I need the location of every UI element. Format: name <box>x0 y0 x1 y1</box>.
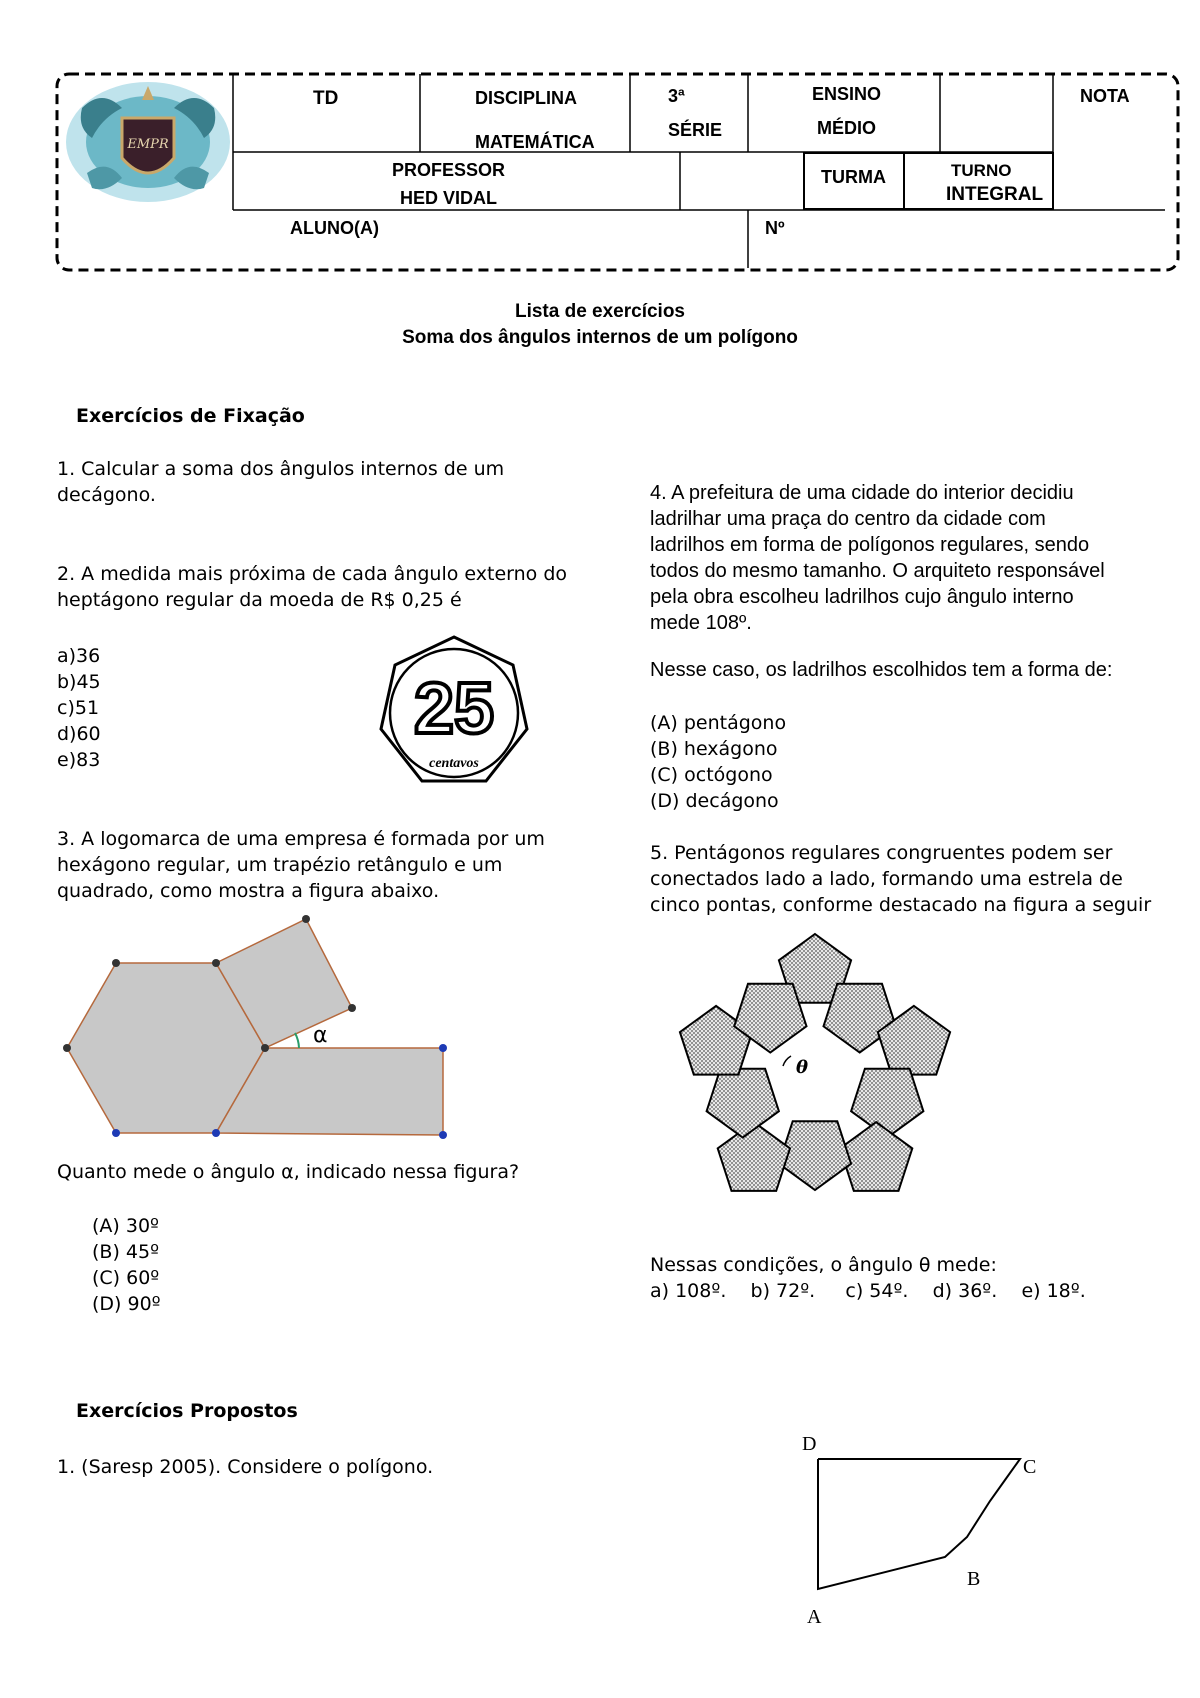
option-c: c)51 <box>57 697 100 719</box>
disciplina-value: MATEMÁTICA <box>475 132 595 152</box>
professor-label: PROFESSOR <box>392 160 506 180</box>
turma-label: TURMA <box>821 167 886 187</box>
serie-number: 3ª <box>668 86 685 106</box>
page-title: Lista de exercícios <box>514 301 686 322</box>
option-a: a)36 <box>57 645 101 667</box>
option-a: (A) 30º <box>92 1215 159 1237</box>
disciplina-label: DISCIPLINA <box>475 88 578 108</box>
option-c: (C) 60º <box>92 1267 160 1289</box>
question-2-line: heptágono regular da moeda de R$ 0,25 é <box>57 589 462 611</box>
question-1-line: 1. Calcular a soma dos ângulos internos de um <box>57 458 505 480</box>
ensino-value: MÉDIO <box>817 118 877 138</box>
question-5-line: cinco pontas, conforme destacado na figura a seguir <box>650 894 1152 916</box>
option-e: e)83 <box>57 749 101 771</box>
option-d: d)60 <box>57 723 101 745</box>
question-4-options <box>650 710 786 814</box>
polygon-abcd-figure <box>795 1425 1055 1630</box>
question-5-line: 5. Pentágonos regulares congruentes podem ser <box>650 842 1113 864</box>
question-3-options <box>92 1213 161 1317</box>
question-1-line: decágono. <box>57 484 156 506</box>
option-b: b)45 <box>57 671 101 693</box>
td-label: TD <box>313 88 339 109</box>
theta-label: θ <box>796 1057 809 1078</box>
pentagon-star-figure <box>665 928 965 1218</box>
question-4-line: todos do mesmo tamanho. O arquiteto responsável <box>650 560 1105 582</box>
section-heading-fixacao: Exercícios de Fixação <box>76 405 305 427</box>
pentagon-tile <box>707 1069 779 1138</box>
coin-figure <box>374 633 534 791</box>
turno-value: INTEGRAL <box>946 184 1044 205</box>
vertex-d-label: D <box>802 1433 817 1455</box>
question-4-line: ladrilhos em forma de polígonos regulares, sendo <box>650 534 1090 556</box>
question-4 <box>650 480 1105 636</box>
question-4-line: 4. A prefeitura de uma cidade do interior decidiu <box>650 482 1074 504</box>
ensino-label: ENSINO <box>812 84 882 104</box>
question-4-line: ladrilhar uma praça do centro da cidade com <box>650 508 1046 530</box>
proposto-question-1: 1. (Saresp 2005). Considere o polígono. <box>57 1456 434 1478</box>
question-1 <box>57 456 504 508</box>
question-2-line: 2. A medida mais próxima de cada ângulo externo do <box>57 563 568 585</box>
logo-figure <box>55 905 465 1145</box>
question-3-line: quadrado, como mostra a figura abaixo. <box>57 880 440 902</box>
vertex-c-label: C <box>1023 1456 1037 1478</box>
option-d: (D) 90º <box>92 1293 161 1315</box>
question-5 <box>650 840 1151 918</box>
school-logo <box>62 78 234 206</box>
question-5-line: conectados lado a lado, formando uma estrela de <box>650 868 1123 890</box>
option-c: (C) octógono <box>650 764 773 786</box>
pentagon-tiles <box>680 934 950 1191</box>
nota-label: NOTA <box>1080 86 1130 106</box>
numero-label: Nº <box>765 218 785 238</box>
pentagon-tile <box>840 1122 912 1191</box>
page-subtitle: Soma dos ângulos internos de um polígono <box>402 327 798 348</box>
professor-value: HED VIDAL <box>400 188 498 208</box>
question-2-options <box>57 643 101 773</box>
question-4-prompt: Nesse caso, os ladrilhos escolhidos tem a forma de: <box>650 659 1113 681</box>
logo-text: EMPR <box>127 137 169 152</box>
pentagon-tile <box>851 1069 923 1138</box>
question-5-options: a) 108º. b) 72º. c) 54º. d) 36º. e) 18º. <box>650 1280 1086 1302</box>
coin-word: centavos <box>429 756 479 771</box>
question-2 <box>57 561 567 613</box>
question-4-line: pela obra escolheu ladrilhos cujo ângulo interno <box>650 586 1074 608</box>
vertex-a-label: A <box>807 1606 822 1628</box>
option-d: (D) decágono <box>650 790 779 812</box>
question-4-line: mede 108º. <box>650 612 752 634</box>
question-3 <box>57 826 545 904</box>
serie-label: SÉRIE <box>668 120 723 140</box>
option-b: (B) hexágono <box>650 738 778 760</box>
vertex-b-label: B <box>967 1568 981 1590</box>
question-5-prompt: Nessas condições, o ângulo θ mede: <box>650 1254 997 1276</box>
pentagon-tile <box>779 1121 851 1190</box>
option-a: (A) pentágono <box>650 712 787 734</box>
option-b: (B) 45º <box>92 1241 160 1263</box>
question-3-prompt: Quanto mede o ângulo α, indicado nessa figura? <box>57 1161 520 1183</box>
aluno-label: ALUNO(A) <box>290 218 379 238</box>
section-heading-propostos: Exercícios Propostos <box>76 1400 298 1422</box>
alpha-label: α <box>313 1023 328 1048</box>
pentagon-tile <box>718 1122 790 1191</box>
question-3-line: hexágono regular, um trapézio retângulo e um <box>57 854 503 876</box>
question-3-line: 3. A logomarca de uma empresa é formada por um <box>57 828 545 850</box>
turno-label: TURNO <box>951 161 1012 180</box>
coin-number: 25 <box>413 669 495 749</box>
